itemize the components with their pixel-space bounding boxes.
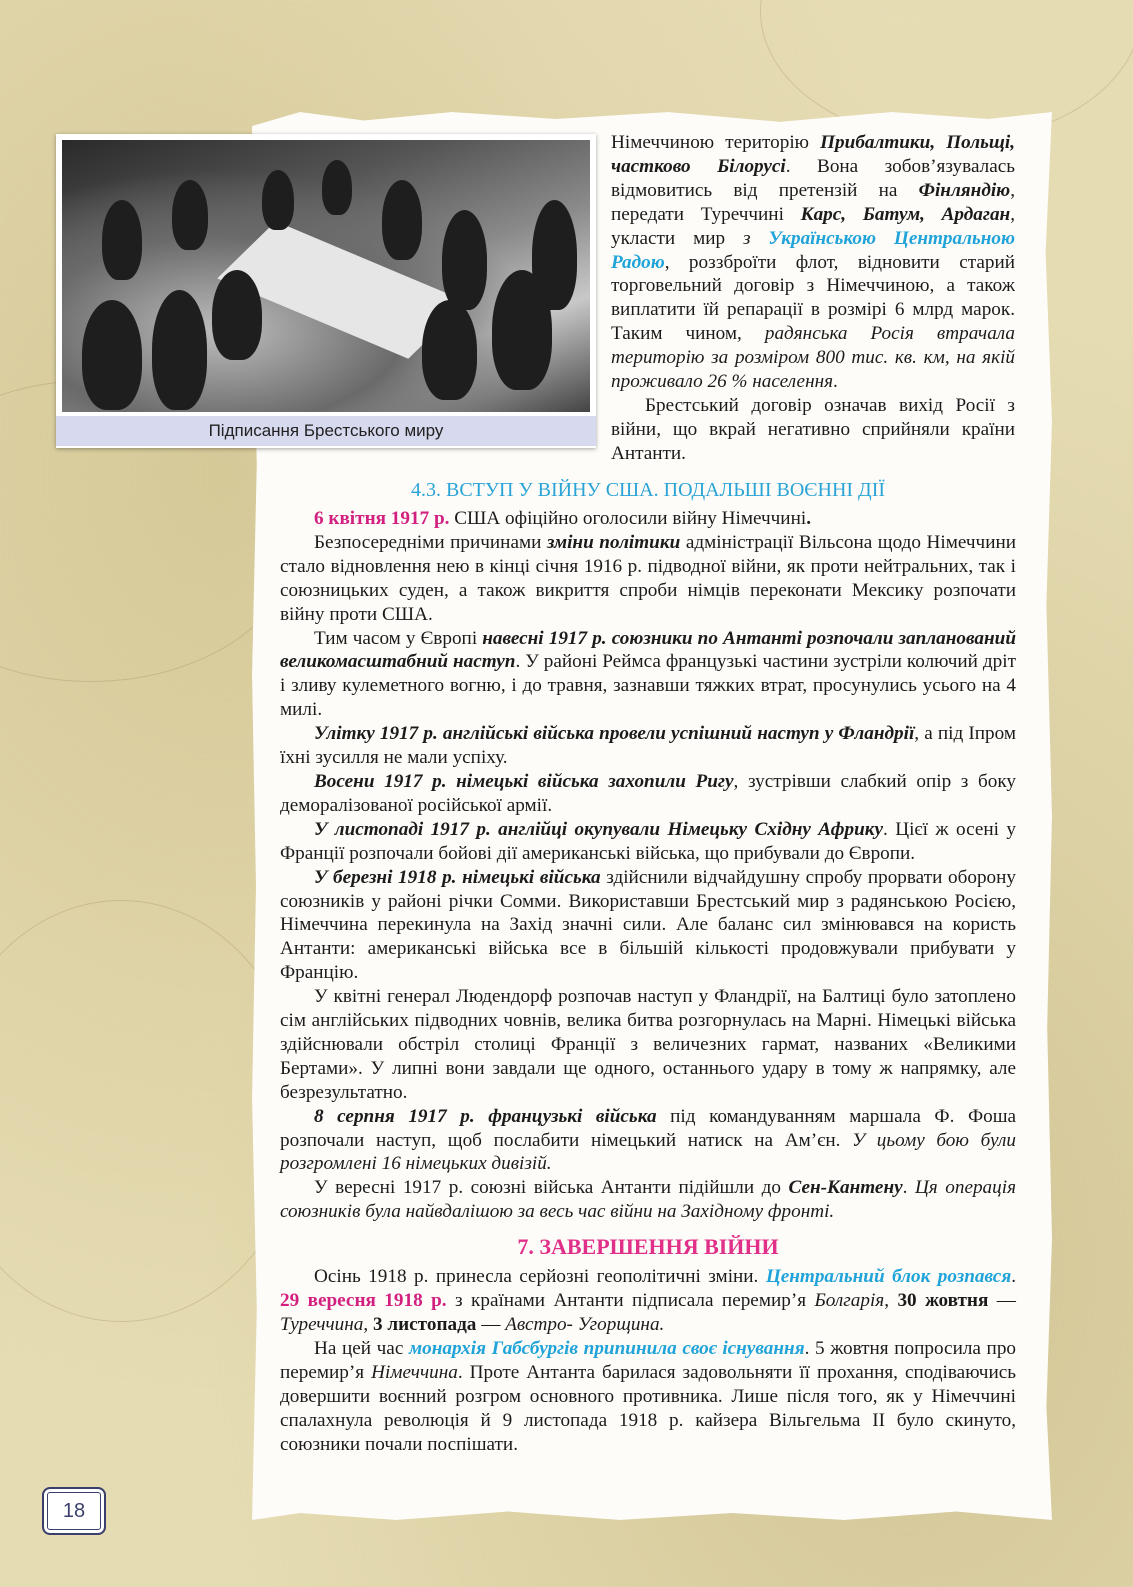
text-run: У листопаді 1917 р. англійці окупували Німецьку Східну Африку [314,818,884,840]
text-run: Тим часом у Європі [314,627,483,649]
text-run: Українською Центральною Радою [611,227,1015,273]
paragraph [280,531,1016,627]
text-run: На цей час [314,1337,409,1359]
text-run: Німеччиною територію [611,132,821,153]
text-run: Австро- Угорщина. [505,1314,665,1335]
paragraph [280,722,1016,770]
text-run: Безпосередніми причинами [314,531,547,553]
text-run: , [884,1290,898,1312]
text-run: 3 листопада [372,1314,477,1335]
paragraph [280,1176,1016,1224]
text-run: . Вона зобов’язувалась відмовитись від претензій на [611,155,1015,201]
text-run: з [742,227,769,249]
text-run: . [806,508,811,529]
text-run: У вересні 1917 р. союзні війська Антанти підійшли до [314,1177,789,1199]
text-run: — [476,1314,506,1335]
paragraph [280,1337,1016,1457]
text-run: Сен-Кантену [788,1177,903,1199]
text-run: навесні 1917 р. союзники по Антанті розпочали запланований великомасштабний наступ [280,627,1016,673]
text-run: . [833,371,838,393]
text-run: радянська Росія втрачала територію за розміром 800 тис. кв. км, на якій проживало 26 % населення [611,323,1015,393]
paragraph [280,866,1016,986]
paragraph: Брестський договір означав вихід Росії з війни, що вкрай негативно сприйняли країни Антанти. [611,394,1015,464]
right-column-text [611,131,1015,466]
text-run: , зустрівши слабкий опір з боку деморалізованої російської армії. [280,770,1017,816]
paragraph [280,818,1016,866]
text-run: . У районі Реймса французькі частини зустріли колючий дріт і зливу кулеметного вогню, і до травня, зазнавши тяжких втрат, просунулись усього на 4 милі. [280,651,1016,721]
text-run: , роззброїти флот, відновити старий торговельний договір з Німеччиною, а також виплатити їй репарації в розмірі 6 млрд марок. Таким чином, [611,251,1015,345]
photo-caption: Підписання Брестського миру [56,416,596,446]
paragraph [280,1265,1016,1337]
text-run: У цьому бою були розгромлені 16 німецьких дивізій. [280,1129,1016,1175]
text-run: Німеччина [371,1361,458,1383]
text-run: США офіційно оголосили війну Німеччині [449,508,807,529]
photo-figure [56,134,596,448]
text-run: , а під Іпром їхні зусилля не мали успіху. [280,723,1016,769]
section-heading-4-3: 4.3. ВСТУП У ВІЙНУ США. ПОДАЛЬШІ ВОЄННІ ДІЇ [410,479,886,501]
text-run: Ця операція союзників була найвдалішою за весь час війни на Західному фронті. [280,1177,1016,1223]
main-column [280,478,1016,1456]
text-run: . [902,1177,915,1199]
text-run: Фінляндію [918,179,1011,201]
text-run: зміни політики [546,531,681,553]
text-run: здійснили відчайдушну спробу прорвати оборону союзників у районі річки Сомми. Використавши Брестський мир з радянською Росією, Німеччина перекинула на Захід значні сили. Але баланс сил змінювався на користь Антанти: американські війська все в більшій кількості продовжували прибувати у Францію. [280,866,1017,984]
paragraph [280,1105,1016,1177]
text-run: . [1011,1266,1016,1288]
text-run: Улітку 1917 р. англійські війська провели успішний наступ у Фландрії [314,723,915,745]
paragraph [611,131,1015,394]
text-run: Болгарія [814,1290,885,1312]
text-run: Карс, Батум, Ардаган [800,203,1011,225]
text-run: Прибалтики, Польщі, частково Білорусі [611,132,1016,177]
text-run: 8 серпня 1917 р. французькі війська [314,1105,657,1127]
text-run: Туреччина [280,1314,364,1335]
section-7-body [280,1265,1016,1456]
paragraph [280,507,1016,531]
brest-treaty-photo [62,140,590,412]
text-run: 30 жовтня [897,1290,989,1312]
text-run: монархія Габсбургів припинила своє існування [408,1337,805,1359]
paragraph [280,770,1016,818]
text-run: 6 квітня 1917 р. [314,508,450,529]
text-run: . Цієї ж осені у Франції розпочали бойові дії американські війська, що прибували до Європи. [280,818,1016,864]
paragraph [280,627,1016,723]
text-run: , [363,1314,373,1335]
text-run: , укласти мир [611,203,1015,249]
text-run: під командуванням маршала Ф. Фоша розпочали наступ, щоб послабити німецький натиск на Ам’єн. [280,1105,1017,1151]
text-run: 29 вересня 1918 р. [280,1290,447,1312]
paragraph [280,985,1016,1105]
text-run: — [988,1290,1016,1312]
text-run: , передати Туреччині [611,179,1015,225]
page-number: 18 [42,1487,106,1535]
text-run: . 5 жовтня попросила про перемир’я [280,1337,1017,1383]
text-run: Восени 1917 р. німецькі війська захопили Ригу [314,770,734,792]
text-run: адміністрації Вільсона щодо Німеччини стало відновлення нею в кінці січня 1916 р. підводної війни, як проти нейтральних, так і союзницьких суден, а також викриття спроби німців переконати Мексику розпочати війну проти США. [280,531,1017,625]
section-heading-7: 7. ЗАВЕРШЕННЯ ВІЙНИ [517,1234,779,1260]
text-run: . Проте Антанта барилася задовольняти її прохання, сподіваючись довершити воєнний розгром основного противника. Лише після того, як у Німеччині спалахнула революція й 9 листопада 1918 р. кайзера Вільгельма ІІ було скинуто, союзники почали поспішати. [280,1361,1016,1455]
text-run: У квітні генерал Людендорф розпочав наступ у Фландрії, на Балтиці було затоплено сім англійських підводних човнів, велика битва розгорнулась на Марні. Німецькі війська здійснювали обстріл столиці Франції з величезних гармат, названих «Великими Бертами». У липні вони завдали ще одного, останнього удару в тому ж напрямку, але безрезультатно. [280,986,1016,1103]
text-run: У березні 1918 р. німецькі війська [314,866,601,888]
text-run: з країнами Антанти підписала перемир’я [446,1290,815,1312]
text-run: Осінь 1918 р. принесла серйозні геополітичні зміни. [314,1266,766,1288]
section-4-3-body [280,507,1016,1224]
text-run: Центральний блок розпався [765,1266,1012,1288]
